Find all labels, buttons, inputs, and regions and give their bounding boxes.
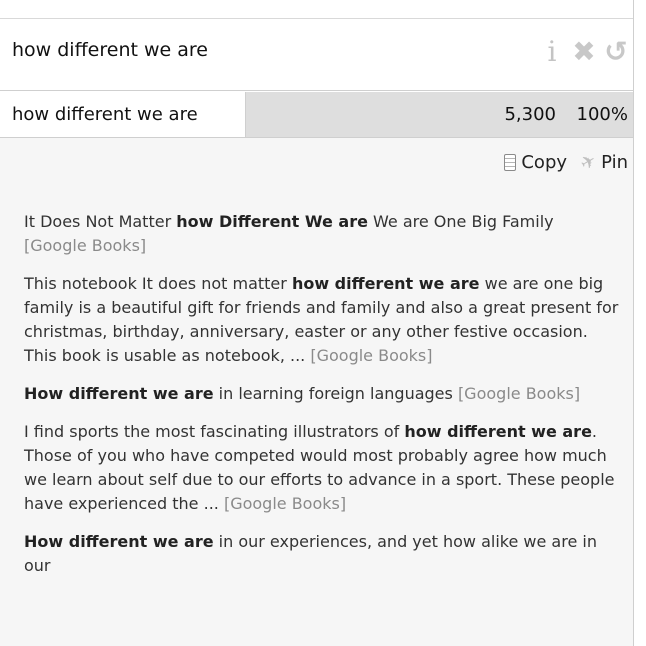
clear-icon[interactable]: ✖ (572, 35, 596, 68)
snippet-match: How different we are (24, 384, 214, 403)
result-phrase-cell (0, 92, 246, 137)
search-tools (540, 35, 628, 69)
pin-icon: ✈ (576, 149, 601, 176)
search-bar (0, 18, 634, 91)
snippet-text: This notebook It does not matter (24, 274, 292, 293)
result-percent: 100% (576, 104, 628, 125)
snippet (24, 530, 620, 578)
history-icon[interactable]: ↺ (604, 35, 628, 68)
result-row[interactable] (0, 92, 634, 138)
copy-icon (504, 154, 516, 171)
snippet-match: how Different We are (176, 212, 368, 231)
source-link[interactable]: [Google Books] (223, 494, 347, 513)
snippet-match: how different we are (404, 422, 592, 441)
source-link[interactable]: [Google Books] (457, 384, 581, 403)
copy-label: Copy (521, 152, 568, 173)
snippet-text: in learning foreign languages (213, 384, 458, 403)
snippet (24, 210, 620, 258)
snippet-text: in our experiences, and yet how alike we are in our (24, 532, 597, 575)
snippet-list (24, 210, 620, 592)
pin-button[interactable] (576, 149, 628, 176)
copy-button[interactable] (504, 152, 567, 173)
snippet-text: It Does Not Matter (24, 212, 177, 231)
info-icon[interactable]: i (547, 35, 557, 68)
search-input[interactable] (12, 39, 532, 61)
snippet-text: I find sports the most fascinating illustrators of (24, 422, 405, 441)
source-link[interactable]: [Google Books] (310, 346, 433, 365)
snippet-match: How different we are (24, 532, 214, 551)
snippet-text: we are one big family is a beautiful gift for friends and family and also a great present for christmas, birthday, anniversary, easter or any other festive occasion. This book is usable as notebook, ... (24, 274, 619, 365)
snippet (24, 272, 620, 368)
snippet-match: how different we are (291, 274, 480, 293)
result-phrase: how different we are (12, 104, 198, 125)
snippet-text: We are One Big Family (367, 212, 554, 231)
detail-panel (0, 138, 634, 646)
snippet-text: . Those of you who have competed would most probably agree how much we learn about self due to our efforts to advance in a sport. These people have experienced the ... (24, 422, 615, 513)
snippet (24, 420, 620, 516)
snippet (24, 382, 620, 406)
pin-label: Pin (601, 152, 628, 173)
result-count: 5,300 (504, 104, 556, 125)
action-bar (504, 149, 628, 176)
source-link[interactable]: [Google Books] (24, 236, 147, 255)
